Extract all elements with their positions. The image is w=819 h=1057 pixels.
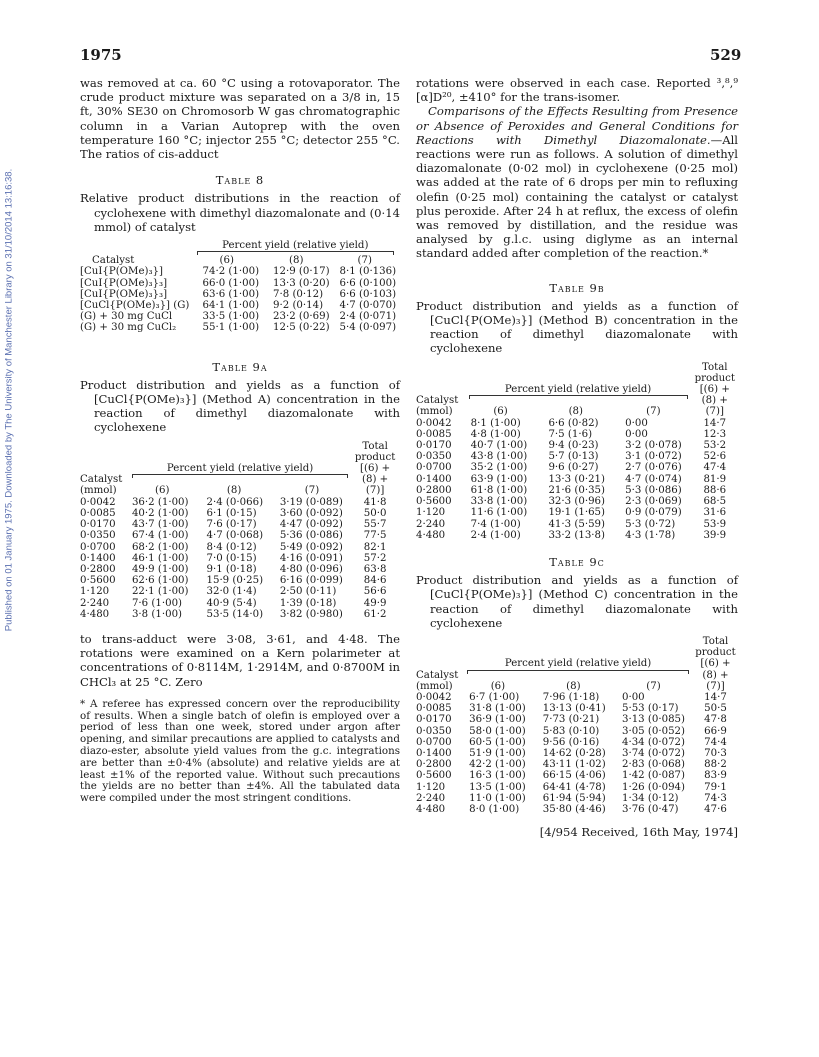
right-rotations-paragraph: rotations were observed in each case. Reported ³,⁸,⁹ [α]D²⁰, ±410° for the trans-isomer. (416, 76, 738, 105)
table-9a-cell: 4·80 (0·096) (279, 563, 343, 575)
table-9c-row (416, 692, 738, 703)
table-9b-cell: 0·9 (0·079) (625, 507, 682, 519)
table-9b-cell: 4·3 (1·78) (625, 529, 676, 541)
table-9c-cell: 61·94 (5·94) (542, 792, 606, 804)
table-9b-cell: 19·1 (1·65) (548, 507, 606, 519)
table-9b-col7-header: (7) (646, 406, 661, 418)
table-9b-cell: 39·9 (703, 529, 727, 541)
table-9b-col8-header: (8) (568, 406, 584, 418)
table-9c-cell: 3·76 (0·47) (621, 803, 679, 815)
table-9c-row (416, 703, 738, 714)
methods-heading: Comparisons of the Effects Resulting from Presence or Absence of Peroxides and General Conditions for Reactions with Dimethyl Diazomalonate. (416, 104, 738, 147)
table-9c-cell: 0·00 (621, 691, 645, 703)
table-9a-col8-header: (8) (226, 485, 242, 497)
table-9a-cell: 0·0170 (80, 519, 116, 531)
footnote: * A referee has expressed concern over the reproducibility of results. When a single batch of olefin is employed over a period of less than one week, stored under argon after opening, and similar precautions are applied to catalysts and diazo-ester, absolute yield values from the g.c. integrations are better than ±0·4% (absolute) and relative yields are at least ±1% of the reported value. Without such precautions the yields are no better than ±4%. All the tabulated data were compiled under the most stringent conditions. (80, 697, 400, 805)
table-8-cell: (G) + 30 mg CuCl₂ (80, 322, 177, 334)
table-9b-cell: 61·8 (1·00) (470, 484, 528, 496)
table-9b-cell: 0·0170 (416, 440, 452, 452)
table-9b-cell: 13·3 (0·21) (548, 473, 606, 485)
header-page-number: 529 (710, 46, 742, 64)
table-9b-cell: 0·1400 (416, 473, 452, 485)
table-9b-cell: 0·5600 (416, 496, 452, 508)
table-9b-row (416, 507, 738, 518)
left-intro-paragraph: was removed at ca. 60 °C using a rotovaporator. The crude product mixture was separated on a 3/8 in, 15 ft, 30% SE30 on Chromosorb W gas chromatographic column in a Varian Autoprep with the oven temperature 160 °C; injector 255 °C; detector 255 °C. The ratios of cis-adduct (80, 76, 400, 162)
table-8-col6-header: (6) (219, 255, 234, 267)
table-9b-cell: 5·7 (0·13) (548, 451, 599, 463)
table-9b-catalyst-header: Catalyst (416, 395, 459, 407)
table-9b (416, 362, 738, 541)
table-9c-cell: 2·240 (416, 792, 446, 804)
table-9c-cell: 36·9 (1·00) (469, 714, 526, 726)
table-9b-cell: 53·9 (703, 518, 727, 530)
table-9c-cell: 0·1400 (416, 747, 452, 759)
table-9a-cell: 2·4 (0·066) (206, 496, 264, 508)
table-9b-total-l5: (7)] (705, 406, 724, 418)
table-9a-cell: 7·0 (0·15) (206, 552, 257, 564)
table-9a-total-l4: (8) + (362, 474, 389, 486)
table-9c-cell: 3·13 (0·085) (621, 714, 686, 726)
table-9c-cell: 7·96 (1·18) (542, 691, 600, 703)
table-8-cell: 74·2 (1·00) (202, 266, 260, 278)
table-9b-cell: 5·3 (0·72) (625, 518, 676, 530)
table-9a-cell: 49·9 (1·00) (131, 563, 189, 575)
table-9a-cell: 0·2800 (80, 563, 116, 575)
table-9a-cell: 61·2 (363, 608, 387, 620)
table-9a-cell: 5·49 (0·092) (279, 541, 343, 553)
table-9b-cell: 32·3 (0·96) (548, 496, 606, 508)
table-9c-cell: 0·0085 (416, 703, 452, 715)
table-9a-cell: 2·50 (0·11) (279, 586, 337, 598)
table-9c-cell: 1·42 (0·087) (621, 770, 686, 782)
table-9b-cell: 12·3 (703, 428, 727, 440)
table-8-title: Table 8 (215, 173, 265, 188)
table-9c-cell: 1·120 (416, 781, 446, 793)
table-9b-cell: 53·2 (703, 440, 727, 452)
table-8-row (80, 278, 398, 289)
table-9c-total-l5: (7)] (706, 680, 725, 692)
table-9c-row (416, 737, 738, 748)
table-9b-total-l3: [(6) + (699, 384, 730, 396)
table-9c-cell: 4·34 (0·072) (621, 736, 686, 748)
table-9c-brace (467, 670, 689, 674)
table-9b-cell: 63·9 (1·00) (470, 473, 528, 485)
table-9c-total-l4: (8) + (702, 669, 729, 681)
table-9b-cell: 2·7 (0·076) (625, 462, 682, 474)
table-9c-pct-header: Percent yield (relative yield) (504, 658, 652, 670)
table-9b-row (416, 429, 738, 440)
table-8-cell: 12·5 (0·22) (273, 322, 330, 334)
table-9b-cell: 0·0085 (416, 428, 452, 440)
table-9c-row (416, 748, 738, 759)
table-9a-total-l2: product (354, 451, 396, 463)
table-9c-cell: 83·9 (704, 770, 727, 782)
table-9c-cell: 42·2 (1·00) (469, 759, 526, 771)
table-9a-total-l3: [(6) + (360, 463, 391, 475)
table-9a-row (80, 530, 398, 541)
table-9b-cell: 68·5 (703, 496, 727, 508)
table-9c-cell: 31·8 (1·00) (469, 703, 526, 715)
table-8-col7-header: (7) (357, 255, 372, 267)
methods-paragraph: —All reactions were run as follows. A solution of dimethyl diazomalonate (0·02 mol) in cyclohexene (0·25 mol) was added at the rate of 6 drops per min to refluxing olefin (0·25 mol) containing the catalyst or catalyst plus peroxide. After 24 h at reflux, the excess of olefin was removed by distillation, and the residue was analysed by g.l.c. using diglyme as an internal standard added after completion of the reaction.* (416, 132, 738, 261)
table-9c-cell: 13·5 (1·00) (469, 781, 526, 793)
table-9b-cell: 88·6 (703, 484, 727, 496)
table-8-cell: 13·3 (0·20) (273, 277, 330, 289)
table-9a-cell: 0·0042 (80, 496, 116, 508)
table-9c-cell: 5·83 (0·10) (542, 725, 600, 737)
table-9b-cell: 33·8 (1·00) (470, 496, 528, 508)
table-9c-cell: 70·3 (704, 747, 727, 759)
table-9a-cell: 22·1 (1·00) (131, 586, 189, 598)
table-9a-row (80, 586, 398, 597)
table-9c-cell: 14·62 (0·28) (542, 747, 606, 759)
table-9b-row (416, 530, 738, 541)
table-9a-row (80, 497, 398, 508)
table-9c-cell: 6·7 (1·00) (469, 691, 520, 703)
table-9b-total-l1: Total (702, 361, 728, 373)
table-9b-cell: 35·2 (1·00) (470, 462, 528, 474)
table-9a-title: Table 9a (212, 359, 268, 374)
left-column (80, 76, 400, 805)
table-9a-cell: 84·6 (363, 575, 387, 587)
table-9c-cell: 0·5600 (416, 770, 452, 782)
table-9a-cell: 82·1 (363, 541, 387, 553)
table-8-cell: 5·4 (0·097) (339, 322, 397, 334)
table-9a-cell: 7·6 (1·00) (131, 597, 183, 609)
table-9c-total-l2: product (695, 647, 736, 659)
table-9a-mmol-header: (mmol) (80, 485, 117, 497)
table-9c-cell: 13·13 (0·41) (542, 703, 606, 715)
table-9c-cell: 88·2 (704, 759, 727, 771)
table-9a-cell: 6·1 (0·15) (206, 507, 257, 519)
table-9c-row (416, 770, 738, 781)
table-9a-row (80, 553, 398, 564)
table-9c-cell: 11·0 (1·00) (469, 792, 526, 804)
table-9a-cell: 3·60 (0·092) (279, 507, 343, 519)
table-9c-cell: 74·4 (704, 736, 727, 748)
table-9b-total-l4: (8) + (701, 395, 728, 407)
table-8-cell: 23·2 (0·69) (273, 311, 330, 323)
table-8-caption: Relative product distributions in the reaction of cyclohexene with dimethyl diazomalonate and (0·14 mmol) of catalyst (80, 191, 400, 234)
table-8-cell: (G) + 30 mg CuCl (80, 311, 173, 323)
table-9b-cell: 0·0042 (416, 417, 452, 429)
table-9c-cell: 60·5 (1·00) (469, 736, 526, 748)
table-8-row (80, 311, 398, 322)
table-9a-cell: 9·1 (0·18) (206, 563, 257, 575)
table-9a-cell: 77·5 (363, 530, 387, 542)
table-9a-cell: 50·0 (363, 507, 387, 519)
table-9b-cell: 81·9 (703, 473, 727, 485)
table-9b-cell: 0·00 (625, 417, 648, 429)
table-8-cell: 7·8 (0·12) (273, 288, 324, 300)
table-9c-cell: 0·0700 (416, 736, 452, 748)
table-9a-cell: 0·0700 (80, 541, 116, 553)
table-9c-cell: 7·73 (0·21) (542, 714, 600, 726)
table-9a-cell: 43·7 (1·00) (131, 519, 189, 531)
table-9b-cell: 52·6 (703, 451, 727, 463)
table-9a-cell: 15·9 (0·25) (206, 575, 264, 587)
table-9b-cell: 2·4 (1·00) (470, 529, 521, 541)
table-9b-cell: 3·2 (0·078) (625, 440, 682, 452)
right-column (416, 76, 738, 839)
table-9a-cell: 3·19 (0·089) (279, 496, 343, 508)
table-9b-cell: 3·1 (0·072) (625, 451, 682, 463)
table-9b-cell: 4·480 (416, 529, 446, 541)
table-9c-cell: 1·26 (0·094) (621, 781, 686, 793)
table-9a-cell: 4·7 (0·068) (206, 530, 264, 542)
table-9b-row (416, 519, 738, 530)
table-9c-cell: 4·480 (416, 803, 446, 815)
table-9b-cell: 1·120 (416, 507, 446, 519)
table-9a-cell: 3·82 (0·980) (279, 608, 343, 620)
table-9b-cell: 47·4 (703, 462, 727, 474)
table-8-cell: [CuCl{P(OMe)₃}] (G) (80, 300, 190, 312)
table-9a-cell: 57·2 (363, 552, 387, 564)
table-9a-row (80, 519, 398, 530)
table-9b-row (416, 462, 738, 473)
table-9c-cell: 3·05 (0·052) (621, 725, 686, 737)
download-notice (2, 140, 16, 660)
table-9a-row (80, 542, 398, 553)
table-8-cell: 6·6 (0·103) (339, 288, 397, 300)
table-9a-cell: 68·2 (1·00) (131, 541, 189, 553)
table-9a-cell: 4·480 (80, 608, 110, 620)
table-9a-cell: 40·9 (5·4) (206, 597, 257, 609)
table-8-cell: 8·1 (0·136) (339, 266, 397, 278)
table-8-cell: [CuI{P(OMe)₃}₃] (80, 277, 168, 289)
table-9b-cell: 43·8 (1·00) (470, 451, 528, 463)
table-9a-cell: 4·16 (0·091) (279, 552, 343, 564)
table-9a-cell: 0·0085 (80, 507, 116, 519)
table-9a-cell: 55·7 (363, 519, 387, 531)
table-9c-row (416, 759, 738, 770)
table-9c-cell: 16·3 (1·00) (469, 770, 526, 782)
table-9c-row (416, 782, 738, 793)
table-9b-cell: 2·240 (416, 518, 446, 530)
table-8-cell: 66·0 (1·00) (202, 277, 260, 289)
table-9c-col6-header: (6) (490, 680, 506, 692)
table-9c-cell: 1·34 (0·12) (621, 792, 679, 804)
table-9a-cell: 1·39 (0·18) (279, 597, 337, 609)
table-9c (416, 636, 738, 815)
table-8-cell: 6·6 (0·100) (339, 277, 397, 289)
table-9a-pct-header: Percent yield (relative yield) (166, 463, 314, 475)
table-9b-cell: 21·6 (0·35) (548, 484, 606, 496)
table-9a-col6-header: (6) (155, 485, 170, 497)
table-9c-cell: 43·11 (1·02) (542, 759, 606, 771)
received-date: [4/954 Received, 16th May, 1974] (539, 825, 738, 840)
table-9b-caption: Product distribution and yields as a function of [CuCl{P(OMe)₃}] (Method B) concentration in the reaction of dimethyl diazomalonate with cyclohexene (416, 298, 738, 356)
table-9a-cell: 8·4 (0·12) (206, 541, 257, 553)
table-9c-cell: 74·3 (704, 792, 727, 804)
table-9b-cell: 33·2 (13·8) (548, 529, 606, 541)
table-9c-cell: 58·0 (1·00) (469, 725, 526, 737)
table-9a-cell: 36·2 (1·00) (131, 496, 189, 508)
table-9c-total-l3: [(6) + (700, 658, 731, 670)
table-9c-col8-header: (8) (566, 680, 581, 692)
table-9c-cell: 35·80 (4·46) (542, 803, 606, 815)
table-9b-row (416, 485, 738, 496)
table-9a-cell: 62·6 (1·00) (131, 575, 189, 587)
table-8-catalyst-header: Catalyst (92, 255, 135, 267)
table-9a-cell: 2·240 (80, 597, 110, 609)
table-9a-cell: 0·0350 (80, 530, 116, 542)
table-8-cell: 9·2 (0·14) (273, 300, 324, 312)
table-9c-row (416, 793, 738, 804)
table-9b-cell: 14·7 (703, 417, 727, 429)
table-9c-cell: 50·5 (704, 703, 727, 715)
table-9b-title: Table 9b (549, 280, 605, 295)
table-9a-cell: 7·6 (0·17) (206, 519, 257, 531)
table-9a-cell: 53·5 (14·0) (206, 608, 264, 620)
table-9c-cell: 0·0350 (416, 725, 452, 737)
table-9b-row (416, 418, 738, 429)
table-9a-cell: 6·16 (0·099) (279, 575, 343, 587)
table-9a-cell: 40·2 (1·00) (131, 507, 189, 519)
table-9b-cell: 0·0350 (416, 451, 452, 463)
table-9b-cell: 9·4 (0·23) (548, 440, 599, 452)
table-9b-cell: 0·2800 (416, 484, 452, 496)
table-9a-cell: 56·6 (363, 586, 387, 598)
table-8-cell: 33·5 (1·00) (202, 311, 260, 323)
table-9c-cell: 51·9 (1·00) (469, 747, 526, 759)
table-9c-cell: 14·7 (704, 691, 727, 703)
table-9a-cell: 41·8 (363, 496, 387, 508)
table-9c-cell: 66·9 (704, 725, 727, 737)
table-9a-caption: Product distribution and yields as a function of [CuCl{P(OMe)₃}] (Method A) concentration in the reaction of dimethyl diazomalonate with cyclohexene (80, 377, 400, 435)
table-8-cell: [CuI{P(OMe)₃}₃] (80, 288, 168, 300)
download-notice-text: Published on 01 January 1975. Downloaded by The University of Manchester Library on 31/10/2014 13:16:38. (3, 168, 15, 632)
table-9c-cell: 47·8 (704, 714, 727, 726)
table-9a-total-l5: (7)] (365, 485, 385, 497)
table-8-row (80, 266, 398, 277)
table-9b-col6-header: (6) (493, 406, 508, 418)
table-9a-cell: 49·9 (363, 597, 387, 609)
table-9b-pct-header: Percent yield (relative yield) (504, 384, 652, 396)
table-9b-row (416, 496, 738, 507)
table-9a-total-l1: Total (362, 440, 388, 452)
table-9c-title: Table 9c (549, 554, 605, 569)
table-8-pct-header: Percent yield (relative yield) (222, 240, 369, 252)
table-8-cell: 63·6 (1·00) (202, 288, 260, 300)
table-9a-col7-header: (7) (304, 485, 320, 497)
table-8-cell: 4·7 (0·070) (339, 300, 397, 312)
table-9b-cell: 41·3 (5·59) (548, 518, 606, 530)
header-year: 1975 (80, 46, 122, 64)
table-9b-cell: 7·4 (1·00) (470, 518, 521, 530)
table-9a-cell: 4·47 (0·092) (279, 519, 343, 531)
table-9b-brace (469, 395, 688, 399)
table-8-row (80, 300, 398, 311)
table-9a-catalyst-header: Catalyst (80, 474, 123, 486)
table-9c-cell: 5·53 (0·17) (621, 703, 679, 715)
table-9b-cell: 6·6 (0·82) (548, 417, 599, 429)
table-8-col8-header: (8) (289, 255, 304, 267)
table-9c-total-l1: Total (702, 635, 729, 647)
table-9b-cell: 31·6 (703, 507, 727, 519)
table-9b-cell: 9·6 (0·27) (548, 462, 599, 474)
table-9c-cell: 64·41 (4·78) (542, 781, 606, 793)
table-9c-cell: 0·0170 (416, 714, 452, 726)
table-9c-cell: 79·1 (704, 781, 727, 793)
left-outro-paragraph: to trans-adduct were 3·08, 3·61, and 4·48. The rotations were examined on a Kern polarimeter at concentrations of 0·8114M, 1·2914M, and 0·8700M in CHCl₃ at 25 °C. Zero (80, 631, 400, 689)
table-9b-cell: 0·00 (625, 428, 648, 440)
table-9b-total-l2: product (694, 372, 735, 384)
table-9b-cell: 2·3 (0·069) (625, 496, 682, 508)
table-9a-brace (132, 474, 348, 478)
table-9b-cell: 4·7 (0·074) (625, 473, 682, 485)
table-9c-cell: 66·15 (4·06) (542, 770, 606, 782)
table-9a-row (80, 564, 398, 575)
table-8-cell: 2·4 (0·071) (339, 311, 397, 323)
table-9b-cell: 4·8 (1·00) (470, 428, 521, 440)
table-9b-row (416, 440, 738, 451)
table-9a-row (80, 575, 398, 586)
table-9b-cell: 0·0700 (416, 462, 452, 474)
table-9c-cell: 2·83 (0·068) (621, 759, 686, 771)
table-9a-cell: 46·1 (1·00) (131, 552, 189, 564)
table-9b-cell: 11·6 (1·00) (470, 507, 528, 519)
table-8-cell: [CuI{P(OMe)₃}] (80, 266, 163, 278)
table-9b-row (416, 474, 738, 485)
table-9b-row (416, 451, 738, 462)
table-8-cell: 12·9 (0·17) (273, 266, 330, 278)
table-9c-cell: 0·0042 (416, 691, 452, 703)
table-8-row (80, 322, 398, 333)
table-9b-cell: 5·3 (0·086) (625, 484, 682, 496)
table-9c-row (416, 804, 738, 815)
table-9a-row (80, 508, 398, 519)
table-9a-cell: 5·36 (0·086) (279, 530, 343, 542)
table-9c-row (416, 726, 738, 737)
table-9a-cell: 0·5600 (80, 575, 116, 587)
table-9c-mmol-header: (mmol) (416, 680, 453, 692)
table-9c-cell: 0·2800 (416, 759, 452, 771)
table-9a-cell: 0·1400 (80, 552, 116, 564)
table-9b-cell: 7·5 (1·6) (548, 428, 593, 440)
table-9c-caption: Product distribution and yields as a function of [CuCl{P(OMe)₃}] (Method C) concentration in the reaction of dimethyl diazomalonate with cyclohexene (416, 573, 738, 630)
table-9c-col7-header: (7) (646, 680, 661, 692)
table-9b-mmol-header: (mmol) (416, 406, 453, 418)
table-9c-cell: 8·0 (1·00) (469, 803, 520, 815)
table-9b-cell: 8·1 (1·00) (470, 417, 521, 429)
table-9c-cell: 47·6 (704, 803, 727, 815)
table-9a-cell: 1·120 (80, 586, 110, 598)
table-9c-cell: 3·74 (0·072) (621, 747, 686, 759)
table-8-cell: 55·1 (1·00) (202, 322, 260, 334)
table-8-cell: 64·1 (1·00) (202, 300, 260, 312)
table-9a-row (80, 598, 398, 609)
table-9c-cell: 9·56 (0·16) (542, 736, 600, 748)
table-9a-cell: 32·0 (1·4) (206, 586, 257, 598)
table-9a (80, 441, 398, 620)
table-9a-cell: 67·4 (1·00) (131, 530, 189, 542)
table-9c-catalyst-header: Catalyst (416, 669, 459, 681)
table-9a-row (80, 609, 398, 620)
table-9a-cell: 63·8 (363, 563, 387, 575)
table-9b-cell: 40·7 (1·00) (470, 440, 528, 452)
table-8 (80, 240, 398, 334)
table-8-row (80, 289, 398, 300)
table-9c-row (416, 714, 738, 725)
table-9a-cell: 3·8 (1·00) (131, 608, 183, 620)
